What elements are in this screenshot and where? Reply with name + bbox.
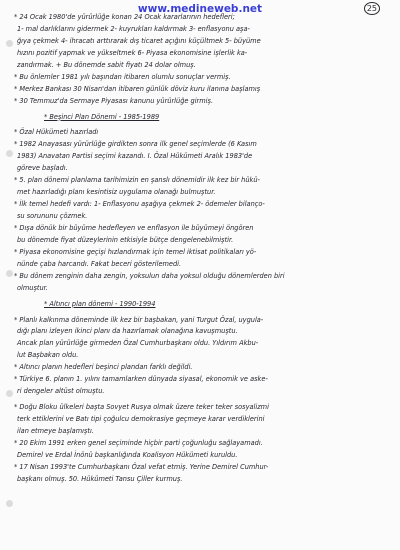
note-line: terk ettiklerini ve Batı tipi çoğulcu demokrasiye geçmeye karar verdiklerini (17, 415, 265, 423)
note-line: * 1982 Anayasası yürürlüğe girdikten sonra ilk genel seçimlerde (6 Kasım (14, 140, 257, 149)
note-line: lut Başbakan oldu. (17, 351, 79, 360)
note-line: başkanı olmuş. 50. Hükümeti Tansu Çiller kurmuş. (17, 474, 183, 483)
binder-hole (6, 390, 13, 397)
note-line: * İlk temel hedefi vardı: 1- Enflasyonu aşağıya çekmek 2- ödemeler bilanço- (14, 200, 265, 209)
note-line: olmuştur. (17, 283, 48, 292)
note-line: * 24 Ocak 1980'de yürürlüğe konan 24 Ocak kararlarının hedefleri; (14, 13, 235, 21)
note-line: * Merkez Bankası 30 Nisan'dan itibaren günlük döviz kuru ilanına başlamış (14, 84, 261, 93)
note-line: ğıya çekmek 4- ihracatı arttırarak dış ticaret açığını küçültmek 5- büyüme (17, 36, 261, 45)
note-line: zandırmak. + Bu dönemde sabit fiyatı 24 dolar olmuş. (17, 60, 196, 69)
note-line: * Bu önlemler 1981 yılı başından itibaren olumlu sonuçlar vermiş. (14, 72, 231, 81)
note-line: * 17 Nisan 1993'te Cumhurbaşkanı Özal vefat etmiş. Yerine Demirel Cumhur- (14, 462, 269, 471)
note-line: * Özal Hükümeti hazırladı (14, 128, 99, 137)
binder-hole (6, 150, 13, 157)
note-line: * Dışa dönük bir büyüme hedefleyen ve enflasyon ile büyümeyi öngören (14, 223, 254, 232)
note-line: * 30 Temmuz'da Sermaye Piyasası kanunu yürürlüğe girmiş. (14, 96, 214, 105)
note-line: bu dönemde fiyat düzeylerinin etkisiyle bütçe dengelenebilmiştir. (17, 235, 234, 244)
note-line: * Doğu Bloku ülkeleri başta Sovyet Rusya olmak üzere teker teker sosyalizmi (14, 403, 269, 412)
handwritten-notes (14, 12, 392, 486)
section-heading: * Altıncı plan dönemi - 1990-1994 (44, 299, 156, 308)
note-line: su sorununu çözmek. (17, 212, 88, 220)
note-line: 1983) Anavatan Partisi seçimi kazandı. I. Özal Hükümeti Aralık 1983'de (17, 152, 253, 161)
note-line: hızını pozitif yapmak ve yükseltmek 6- Piyasa ekonomisine işlerlik ka- (17, 48, 248, 57)
note-line: * Piyasa ekonomisine geçişi hızlandırmak için temel iktisat politikaları yö- (14, 247, 257, 256)
note-line: * Bu dönem zenginin daha zengin, yoksulun daha yoksul olduğu dönemlerden biri (14, 271, 285, 280)
note-line: Ancak plan yürürlüğe girmeden Özal Cumhurbaşkanı oldu. Yıldırım Akbu- (17, 339, 259, 348)
binder-hole (6, 270, 13, 277)
note-line: dığı planı izleyen ikinci planı da hazırlamak olanağına kavuşmuştu. (17, 327, 238, 336)
page-number: 25 (364, 2, 380, 15)
note-line: * 5. plan dönemi planlama tarihimizin en şanslı dönemidir ilk kez bir hükü- (14, 176, 260, 185)
section-heading: * Beşinci Plan Dönemi - 1985-1989 (44, 112, 160, 121)
site-watermark: www.medineweb.net (137, 3, 263, 15)
note-line: * 20 Ekim 1991 erken genel seçiminde hiçbir parti çoğunluğu sağlayamadı. (14, 438, 263, 447)
note-line: * Türkiye 6. planın 1. yılını tamamlarken dünyada siyasal, ekonomik ve aske- (14, 375, 268, 384)
note-line: ri dengeler altüst olmuştu. (17, 387, 105, 396)
note-line: ilan etmeye başlamıştı. (17, 426, 94, 435)
binder-hole (6, 40, 13, 47)
note-line: nünde çaba harcandı. Fakat beceri gösterilemedi. (17, 259, 182, 268)
note-line: met hazırladığı planı kesintisiz uygulama olanağı bulmuştur. (17, 188, 216, 197)
note-line: 1- mal darlıklarını gidermek 2- kuyrukları kaldırmak 3- enflasyonu aşa- (17, 24, 250, 33)
note-line: * Altıncı planın hedefleri beşinci plandan farklı değildi. (14, 363, 193, 372)
note-line: göreve başladı. (17, 164, 68, 173)
note-line: Demirel ve Erdal İnönü başkanlığında Koalisyon Hükümeti kuruldu. (17, 450, 238, 459)
binder-hole (6, 500, 13, 507)
note-line: * Planlı kalkınma döneminde ilk kez bir başbakan, yani Turgut Özal, uygula- (14, 315, 264, 324)
